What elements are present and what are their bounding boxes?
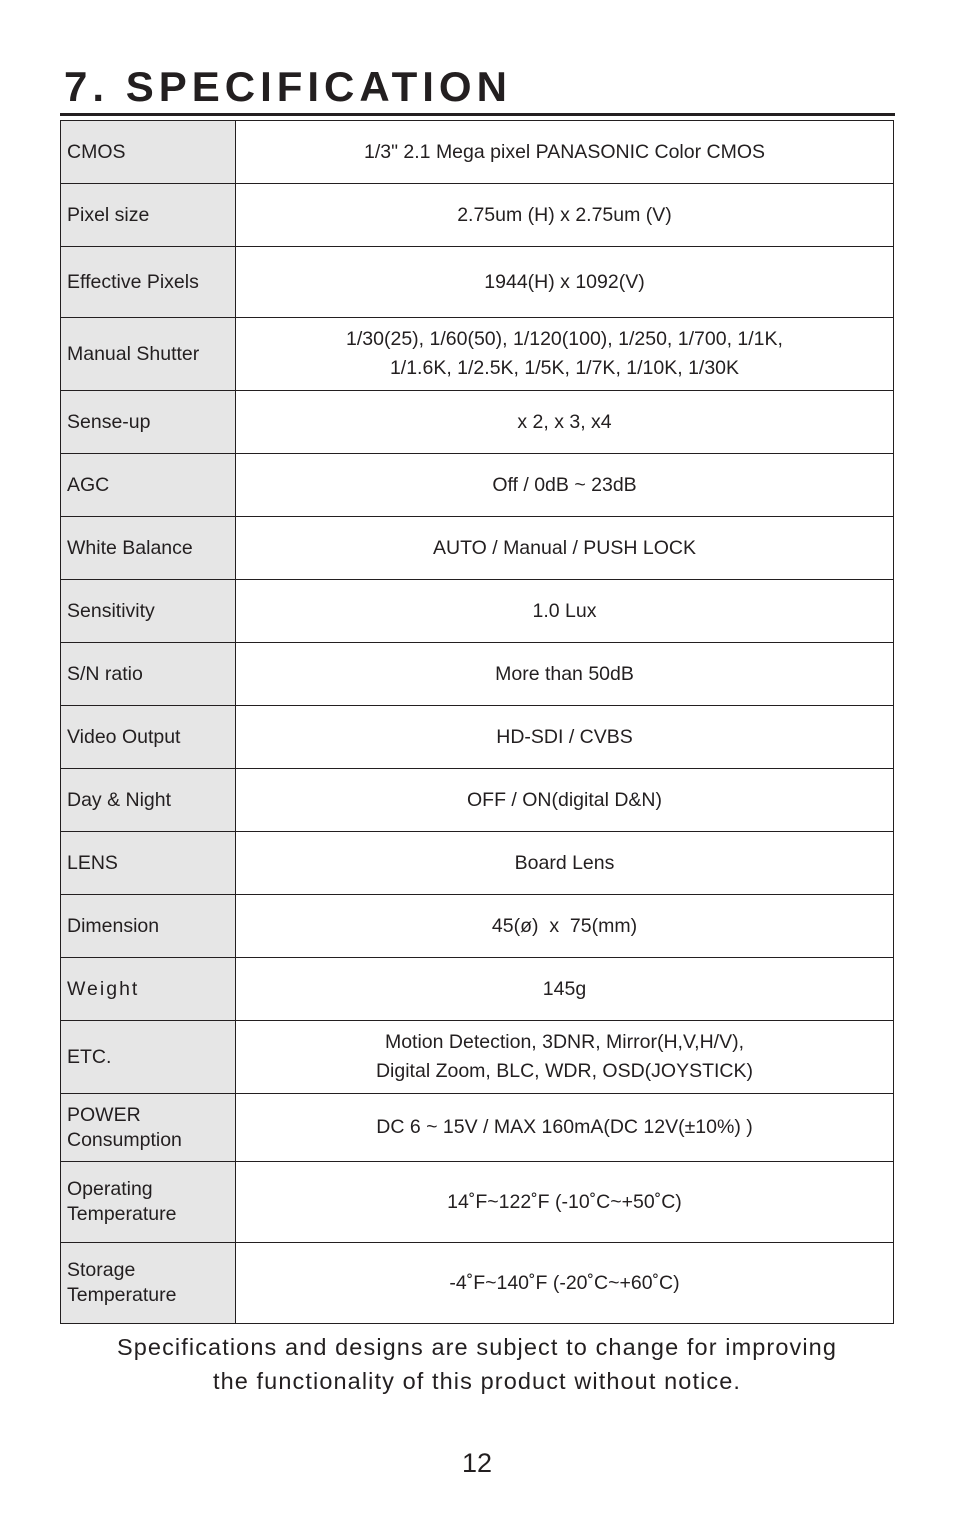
spec-value-effective-pixels: 1944(H) x 1092(V) — [236, 247, 894, 318]
disclaimer-note-line-1: Specifications and designs are subject to change for improving — [116, 1334, 838, 1360]
spec-value-agc: Off / 0dB ~ 23dB — [236, 454, 894, 517]
spec-label-cmos: CMOS — [61, 121, 236, 184]
title-underline — [60, 113, 895, 116]
spec-label-weight: Weight — [61, 958, 236, 1021]
spec-label-day-night: Day & Night — [61, 769, 236, 832]
spec-label-sn-ratio: S/N ratio — [61, 643, 236, 706]
spec-label-etc: ETC. — [61, 1021, 236, 1094]
page-title: 7. SPECIFICATION — [64, 63, 512, 110]
spec-label-operating-temperature-line-1: Operating — [67, 1178, 153, 1200]
table-row — [61, 517, 894, 580]
table-row — [61, 1162, 894, 1243]
spec-value-video-output: HD-SDI / CVBS — [236, 706, 894, 769]
spec-label-sensitivity: Sensitivity — [61, 580, 236, 643]
spec-value-manual-shutter — [236, 318, 894, 391]
spec-label-storage-temperature-line-2: Temperature — [67, 1284, 177, 1306]
table-row — [61, 454, 894, 517]
spec-value-day-night: OFF / ON(digital D&N) — [236, 769, 894, 832]
spec-label-pixel-size: Pixel size — [61, 184, 236, 247]
table-row — [61, 958, 894, 1021]
spec-value-dimension: 45(ø) x 75(mm) — [236, 895, 894, 958]
table-row — [61, 580, 894, 643]
table-row — [61, 769, 894, 832]
spec-label-video-output: Video Output — [61, 706, 236, 769]
specification-table — [60, 120, 894, 1324]
spec-label-operating-temperature — [61, 1162, 236, 1243]
page-number: 12 — [461, 1448, 493, 1478]
spec-label-power-consumption-line-1: POWER — [67, 1103, 141, 1126]
spec-value-white-balance: AUTO / Manual / PUSH LOCK — [236, 517, 894, 580]
table-row — [61, 318, 894, 391]
spec-value-sn-ratio: More than 50dB — [236, 643, 894, 706]
spec-value-storage-temperature: -4˚F~140˚F (-20˚C~+60˚C) — [236, 1243, 894, 1324]
spec-value-etc-line-1: Motion Detection, 3DNR, Mirror(H,V,H/V), — [384, 1031, 745, 1053]
spec-label-storage-temperature — [61, 1243, 236, 1324]
spec-label-effective-pixels: Effective Pixels — [61, 247, 236, 318]
table-row — [61, 895, 894, 958]
spec-value-etc-line-2: Digital Zoom, BLC, WDR, OSD(JOYSTICK) — [375, 1060, 754, 1082]
spec-label-agc: AGC — [61, 454, 236, 517]
table-row — [61, 391, 894, 454]
spec-label-dimension: Dimension — [61, 895, 236, 958]
spec-label-power-consumption — [61, 1094, 236, 1162]
table-row — [61, 184, 894, 247]
disclaimer-note-line-2: the functionality of this product without notice. — [212, 1368, 742, 1394]
spec-value-operating-temperature: 14˚F~122˚F (-10˚C~+50˚C) — [236, 1162, 894, 1243]
spec-label-operating-temperature-line-2: Temperature — [67, 1203, 177, 1225]
spec-value-manual-shutter-line-2: 1/1.6K, 1/2.5K, 1/5K, 1/7K, 1/10K, 1/30K — [389, 357, 740, 379]
spec-value-etc — [236, 1021, 894, 1094]
spec-value-sense-up: x 2, x 3, x4 — [236, 391, 894, 454]
spec-value-pixel-size: 2.75um (H) x 2.75um (V) — [236, 184, 894, 247]
table-row — [61, 247, 894, 318]
spec-label-sense-up: Sense-up — [61, 391, 236, 454]
spec-label-storage-temperature-line-1: Storage — [67, 1259, 136, 1281]
spec-value-manual-shutter-line-1: 1/30(25), 1/60(50), 1/120(100), 1/250, 1/700, 1/1K, — [346, 328, 783, 350]
spec-label-power-consumption-line-2: Consumption — [67, 1128, 182, 1151]
spec-value-weight: 145g — [236, 958, 894, 1021]
table-row — [61, 1243, 894, 1324]
table-row — [61, 1021, 894, 1094]
disclaimer-note — [0, 1330, 954, 1398]
table-row — [61, 1094, 894, 1162]
spec-value-sensitivity: 1.0 Lux — [236, 580, 894, 643]
table-row — [61, 706, 894, 769]
table-row — [61, 643, 894, 706]
spec-label-manual-shutter: Manual Shutter — [61, 318, 236, 391]
spec-label-lens: LENS — [61, 832, 236, 895]
spec-value-cmos: 1/3" 2.1 Mega pixel PANASONIC Color CMOS — [236, 121, 894, 184]
spec-value-power-consumption: DC 6 ~ 15V / MAX 160mA(DC 12V(±10%) ) — [236, 1094, 894, 1162]
table-row — [61, 832, 894, 895]
spec-value-lens: Board Lens — [236, 832, 894, 895]
spec-label-white-balance: White Balance — [61, 517, 236, 580]
table-row — [61, 121, 894, 184]
